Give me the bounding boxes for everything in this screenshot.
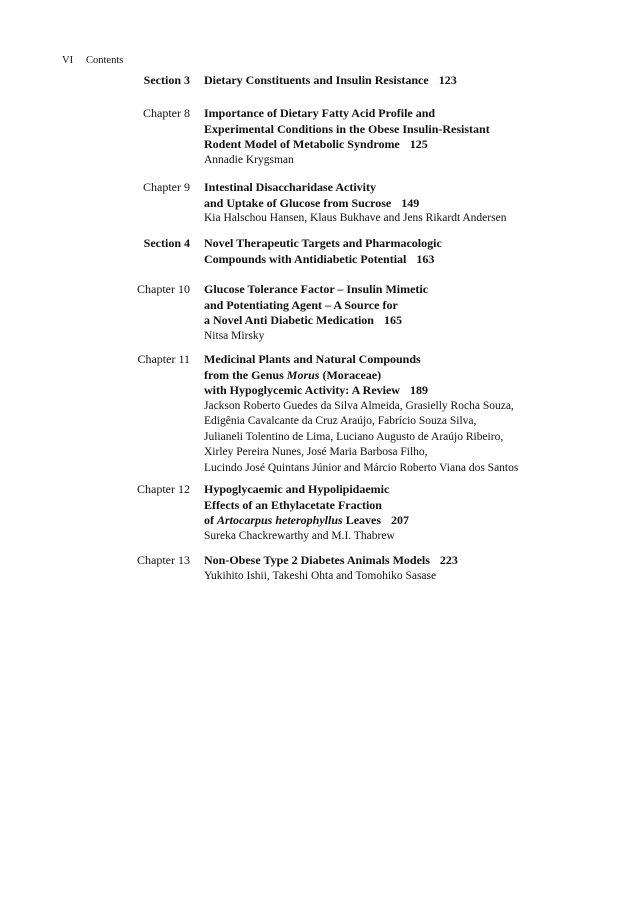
entry-content (204, 73, 624, 89)
chapter-label: Chapter 10 (137, 282, 190, 296)
title-line: and Uptake of Glucose from Sucrose 149 (204, 195, 420, 210)
entry-authors (204, 211, 624, 227)
title-line: and Potentiating Agent – A Source for (204, 297, 398, 312)
entry-content (204, 180, 624, 227)
page-reference: 189 (409, 383, 428, 397)
entry-title (204, 482, 624, 529)
entry-content (204, 553, 624, 584)
page-reference: 123 (438, 73, 457, 87)
entry-title (204, 553, 624, 569)
title-line: from the Genus Morus (Moraceae) (204, 367, 382, 382)
author-line: Xirley Pereira Nunes, José Maria Barbosa Filho, (204, 446, 428, 459)
entry-title (204, 180, 624, 211)
entry-content (204, 352, 624, 476)
entry-title (204, 106, 624, 153)
page-reference: 223 (439, 553, 458, 567)
page-reference: 125 (409, 137, 428, 151)
entry-authors (204, 399, 624, 477)
entry-title (204, 352, 624, 399)
title-line: Medicinal Plants and Natural Compounds (204, 352, 421, 366)
title-line: Experimental Conditions in the Obese Insulin-Resistant (204, 121, 490, 136)
page-reference: 207 (391, 513, 410, 527)
title-line: Compounds with Antidiabetic Potential 163 (204, 251, 435, 266)
chapter-label: Chapter 8 (143, 106, 190, 120)
page-reference: 165 (383, 313, 402, 327)
title-line: Effects of an Ethylacetate Fraction (204, 497, 382, 512)
chapter-label: Chapter 13 (137, 553, 190, 567)
title-line: with Hypoglycemic Activity: A Review 189 (204, 383, 428, 397)
title-line: Non-Obese Type 2 Diabetes Animals Models 223 (204, 553, 458, 567)
entry-authors (204, 569, 624, 585)
page-reference: 149 (401, 195, 420, 210)
entry-content (204, 282, 624, 344)
italic-term: Artocarpus heterophyllus (217, 513, 343, 527)
entry-authors (204, 329, 624, 345)
chapter-label: Chapter 9 (143, 180, 190, 194)
author-line: Jackson Roberto Guedes da Silva Almeida, Grasielly Rocha Souza, (204, 399, 514, 412)
section-label: Section 3 (143, 73, 190, 87)
entry-content (204, 106, 624, 168)
entry-content (204, 482, 624, 544)
entry-authors (204, 529, 624, 545)
running-head (62, 55, 123, 66)
author-line: Annadie Krygsman (204, 153, 294, 166)
title-line: a Novel Anti Diabetic Medication 165 (204, 313, 402, 327)
running-head-label: Contents (86, 55, 124, 66)
author-line: Julianeli Tolentino de Lima, Luciano Augusto de Araújo Ribeiro, (204, 430, 504, 443)
title-line: Rodent Model of Metabolic Syndrome 125 (204, 137, 428, 151)
entry-title (204, 236, 624, 267)
title-line: Intestinal Disaccharidase Activity (204, 180, 376, 194)
author-line: Sureka Chackrewarthy and M.I. Thabrew (204, 529, 395, 542)
author-line: Yukihito Ishii, Takeshi Ohta and Tomohiko Sasase (204, 569, 437, 582)
title-line: Glucose Tolerance Factor – Insulin Mimetic (204, 282, 429, 296)
author-line: Kia Halschou Hansen, Klaus Bukhave and Jens Rikardt Andersen (204, 212, 507, 224)
title-line: of Artocarpus heterophyllus Leaves 207 (204, 513, 410, 527)
chapter-label: Chapter 12 (137, 482, 190, 496)
title-line: Dietary Constituents and Insulin Resistance 123 (204, 73, 457, 87)
italic-term: Morus (286, 367, 320, 382)
chapter-label: Chapter 11 (137, 352, 190, 366)
author-line: Lucindo José Quintans Júnior and Márcio Roberto Viana dos Santos (204, 461, 519, 474)
page-number: VI (62, 55, 74, 66)
entry-authors (204, 153, 624, 169)
title-line: Novel Therapeutic Targets and Pharmacologic (204, 236, 442, 250)
section-label: Section 4 (143, 236, 190, 250)
title-line: Hypoglycaemic and Hypolipidaemic (204, 482, 390, 496)
page-reference: 163 (416, 251, 435, 266)
entry-title (204, 73, 624, 89)
entry-title (204, 282, 624, 329)
title-line: Importance of Dietary Fatty Acid Profile and (204, 106, 436, 120)
entry-content (204, 236, 624, 267)
author-line: Nitsa Mirsky (204, 329, 265, 342)
author-line: Edigênia Cavalcante da Cruz Araújo, Fabrício Souza Silva, (204, 415, 477, 428)
